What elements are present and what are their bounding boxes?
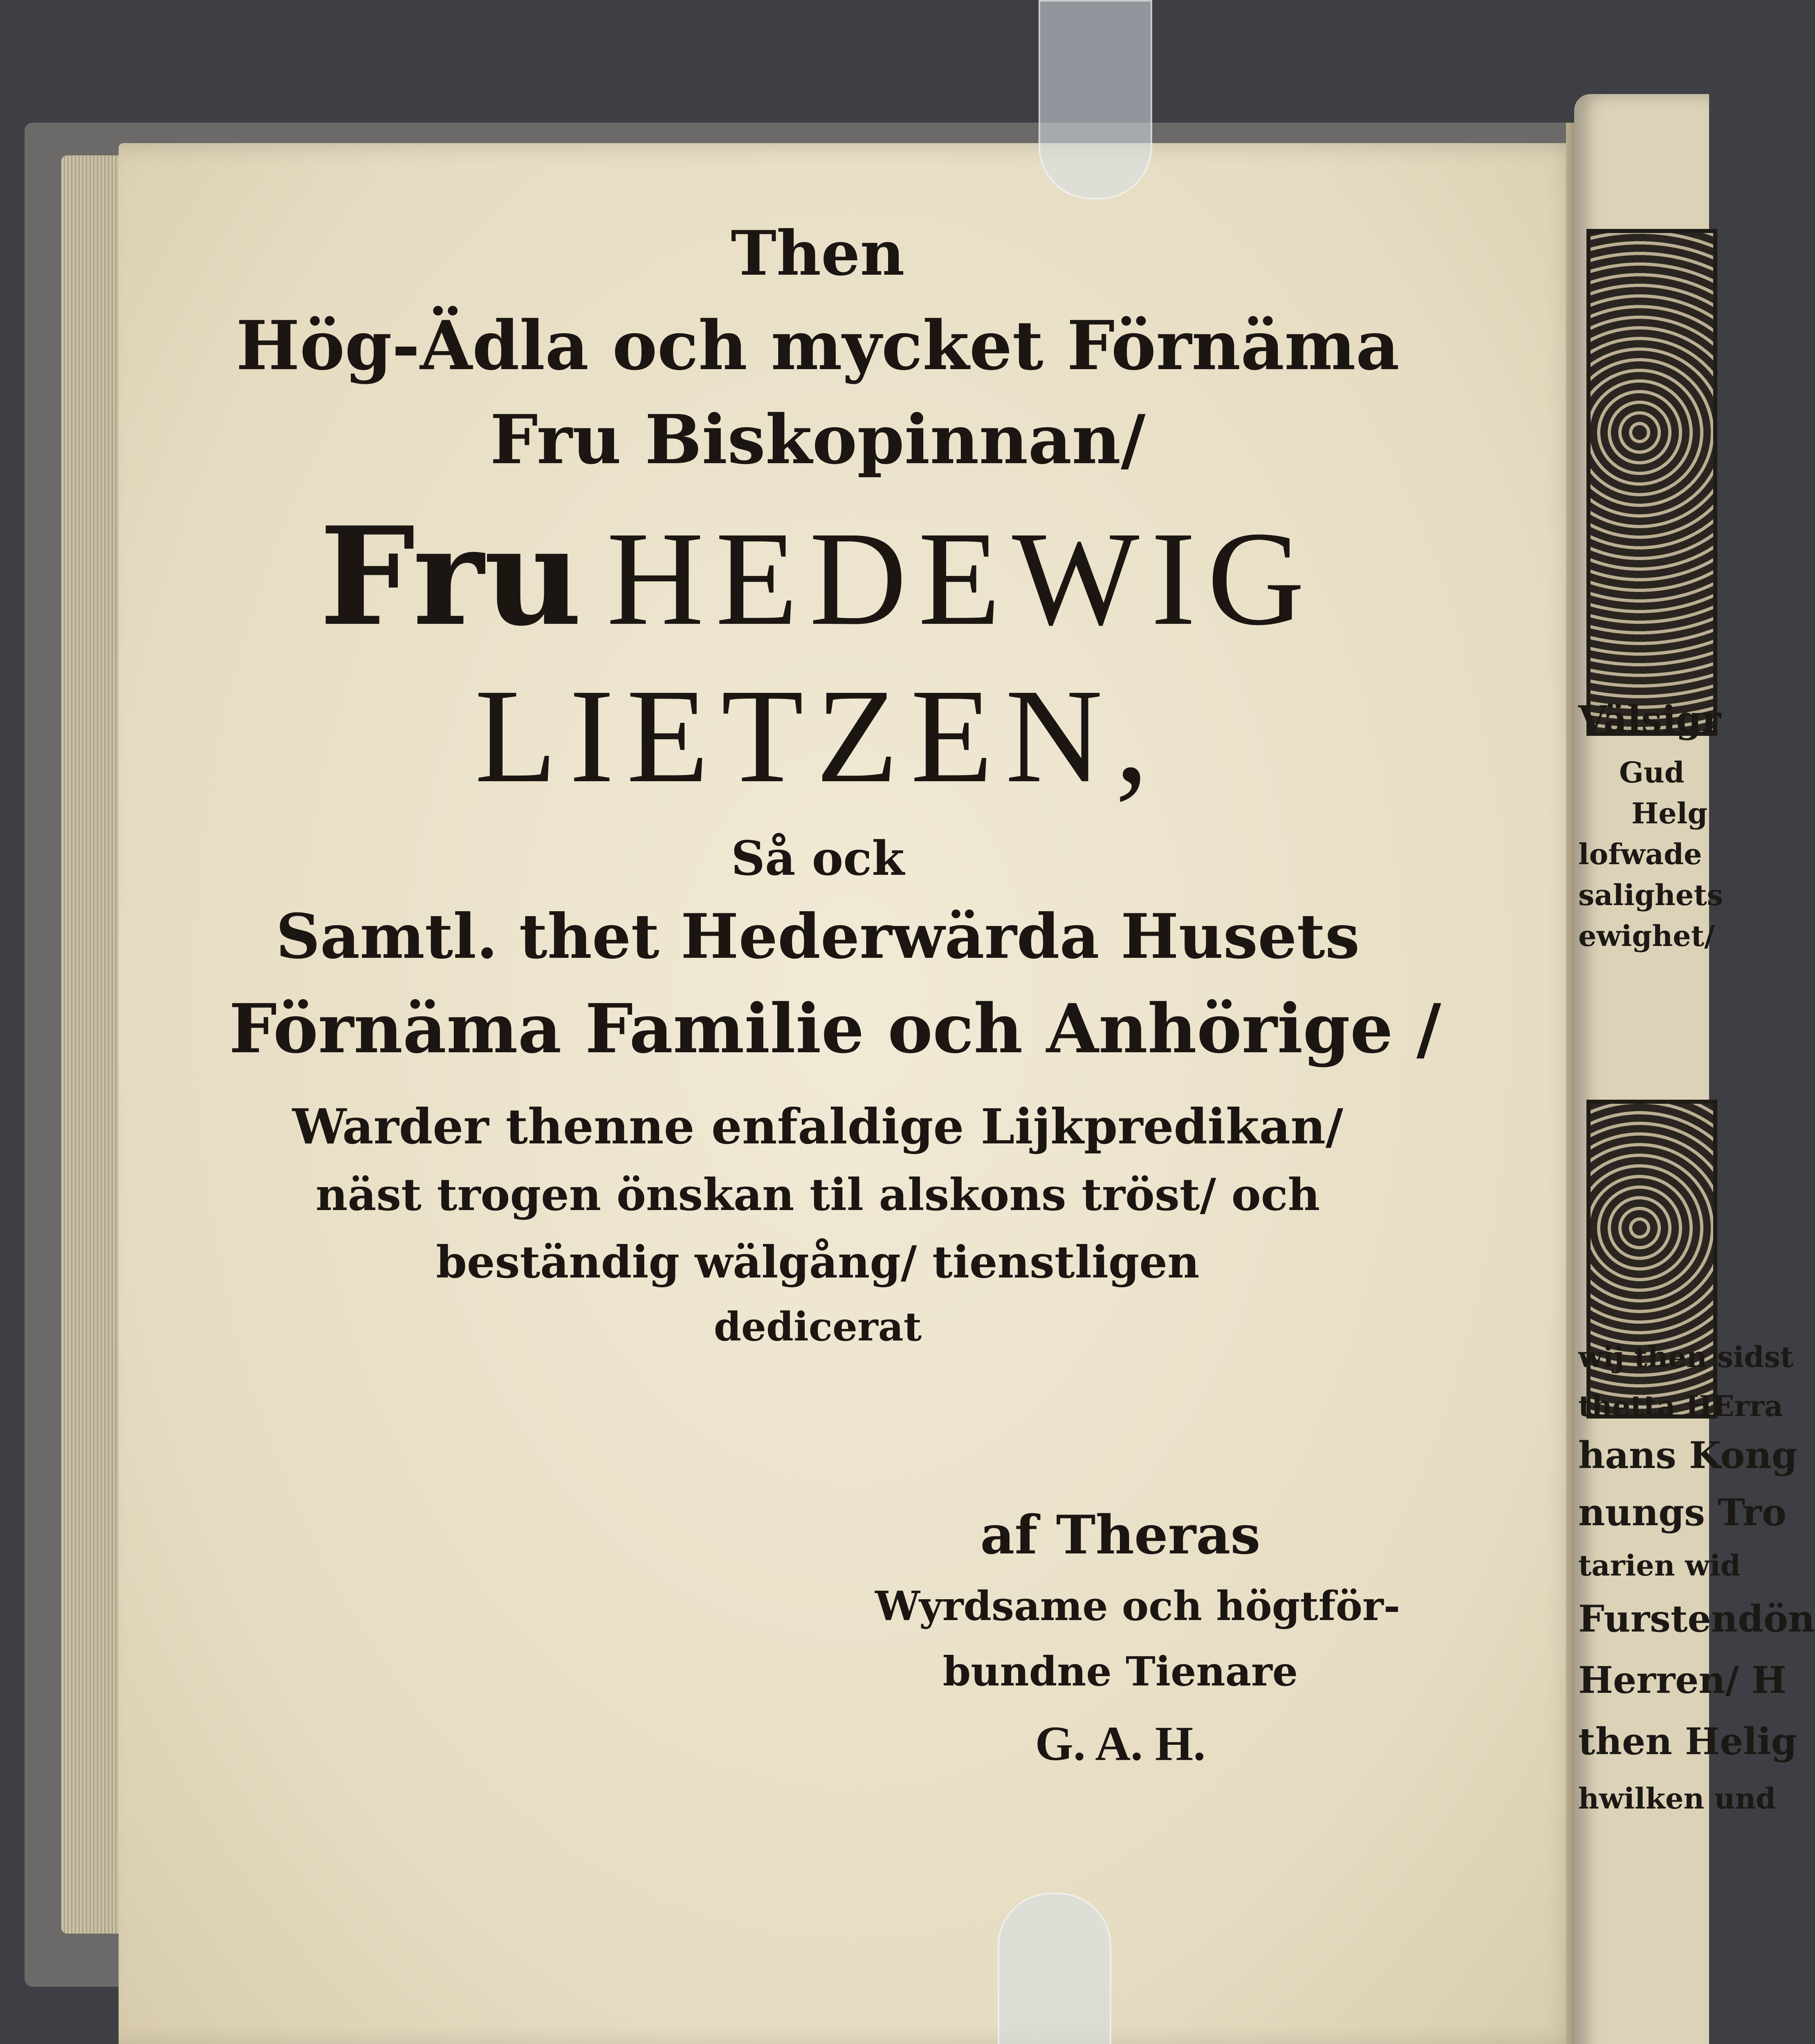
right-page-text-4: lofwade: [1578, 837, 1702, 871]
right-page-text-13: Herren/ H: [1578, 1659, 1787, 1702]
right-page-text-5: salighets: [1578, 878, 1723, 912]
title-hog-adla: Hög-Ädla och mycket Förnäma: [236, 306, 1400, 385]
right-page-text-3: Helg: [1631, 796, 1708, 830]
dedication-line-4: dedicerat: [713, 1304, 922, 1350]
right-page-text-1: Välsigr: [1578, 698, 1721, 741]
right-page-text-9: hans Kong: [1578, 1434, 1797, 1477]
right-page-text-15: hwilken und: [1578, 1782, 1776, 1815]
right-page-text-7: wij then sidst: [1578, 1340, 1794, 1374]
right-page-text-8: thetta HErra: [1578, 1389, 1783, 1423]
dedication-line-2: näst trogen önskan til alskons tröst/ och: [315, 1169, 1320, 1221]
signature-bundne: bundne Tienare: [942, 1648, 1298, 1695]
right-page-text-2: Gud: [1619, 755, 1685, 789]
signature-af-theras: af Theras: [980, 1504, 1261, 1566]
title-lietzen: LIETZEN,: [474, 661, 1161, 811]
title-fru: Fru: [319, 497, 582, 656]
title-then: Then: [731, 217, 905, 289]
right-page-text-12: Furstendön: [1578, 1597, 1815, 1641]
dedication-line-1: Warder thenne enfaldige Lijkpredikan/: [292, 1098, 1344, 1155]
right-page-text-11: tarien wid: [1578, 1549, 1741, 1582]
title-hedewig: HEDEWIG: [606, 504, 1316, 653]
right-page-text-6: ewighet/: [1578, 919, 1715, 953]
signature-block: [875, 1496, 1400, 1782]
title-samtl: Samtl. thet Hederwärda Husets: [276, 901, 1360, 973]
dedication-line-3: beständig wälgång/ tienstligen: [436, 1237, 1200, 1288]
right-page-text-14: then Helig: [1578, 1720, 1797, 1763]
title-sa-ock: Så ock: [731, 831, 904, 886]
page-clip-bottom: [998, 1893, 1111, 2044]
title-fru-biskopinnan: Fru Biskopinnan/: [490, 400, 1146, 479]
right-page-text-10: nungs Tro: [1578, 1491, 1787, 1534]
title-block: [229, 213, 1441, 1358]
title-fornama: Förnäma Familie och Anhörige /: [229, 989, 1441, 1068]
title-name-line: [229, 499, 1407, 657]
signature-initials: G. A. H.: [1035, 1716, 1206, 1771]
woodcut-ornament-top: [1586, 229, 1717, 736]
signature-wyrdsame: Wyrdsame och högtför-: [875, 1583, 1400, 1630]
page-clip-top: [1039, 0, 1152, 199]
